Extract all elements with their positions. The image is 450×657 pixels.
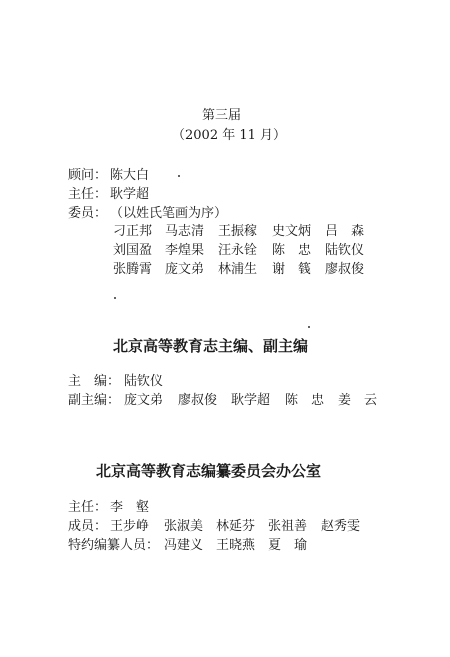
member-name: 王振稼 [218, 224, 258, 239]
scan-speck [114, 297, 116, 299]
member-name: 张腾霄 [113, 262, 153, 277]
member-name: 廖叔俊 [325, 262, 365, 277]
deputy-editor-name: 廖叔俊 [178, 393, 218, 408]
chief-editor-label: 主 编： [68, 374, 121, 389]
office-heading: 北京高等教育志编纂委员会办公室 [96, 462, 322, 480]
member-name: 谢 篯 [272, 262, 312, 277]
member-name: 李煌果 [165, 243, 205, 258]
office-director-name: 李 壑 [110, 500, 150, 515]
advisor-name: 陈大白 [110, 168, 150, 183]
office-members-label: 成员： [68, 519, 108, 534]
special-editor-name: 王晓燕 [216, 538, 256, 553]
chair-label: 主任： [68, 187, 108, 202]
deputy-editor-name: 庞文弟 [124, 393, 164, 408]
office-member-name: 王步峥 [110, 519, 150, 534]
member-name: 刁正邦 [113, 224, 153, 239]
deputy-editor-name: 姜 云 [338, 393, 378, 408]
scan-speck [308, 326, 310, 328]
member-name: 吕 森 [325, 224, 365, 239]
member-name: 庞文弟 [165, 262, 205, 277]
member-name: 马志清 [165, 224, 205, 239]
editors-heading: 北京高等教育志主编、副主编 [113, 337, 309, 355]
members-note: （以姓氏笔画为序） [110, 206, 228, 221]
scan-speck [178, 175, 180, 177]
deputy-editor-name: 耿学超 [231, 393, 271, 408]
chief-editor-name: 陆钦仪 [124, 374, 164, 389]
special-editor-name: 夏 瑜 [268, 538, 308, 553]
members-label: 委员： [68, 206, 108, 221]
member-name: 汪永铨 [218, 243, 258, 258]
deputy-editor-name: 陈 忠 [285, 393, 325, 408]
office-member-name: 赵秀雯 [321, 519, 361, 534]
special-editors-label: 特约编纂人员： [68, 538, 160, 553]
term-date: （2002 年 11 月） [172, 128, 287, 143]
member-name: 陈 忠 [272, 243, 312, 258]
member-name: 刘国盈 [113, 243, 153, 258]
office-member-name: 林延芬 [216, 519, 256, 534]
term-title: 第三届 [202, 108, 242, 123]
office-director-label: 主任： [68, 500, 108, 515]
special-editor-name: 冯建义 [164, 538, 204, 553]
member-name: 林浦生 [218, 262, 258, 277]
chair-name: 耿学超 [110, 187, 150, 202]
office-member-name: 张祖善 [268, 519, 308, 534]
member-name: 史文炳 [272, 224, 312, 239]
advisor-label: 顾问： [68, 168, 108, 183]
office-member-name: 张淑美 [164, 519, 204, 534]
member-name: 陆钦仪 [325, 243, 365, 258]
deputy-editor-label: 副主编： [68, 393, 121, 408]
